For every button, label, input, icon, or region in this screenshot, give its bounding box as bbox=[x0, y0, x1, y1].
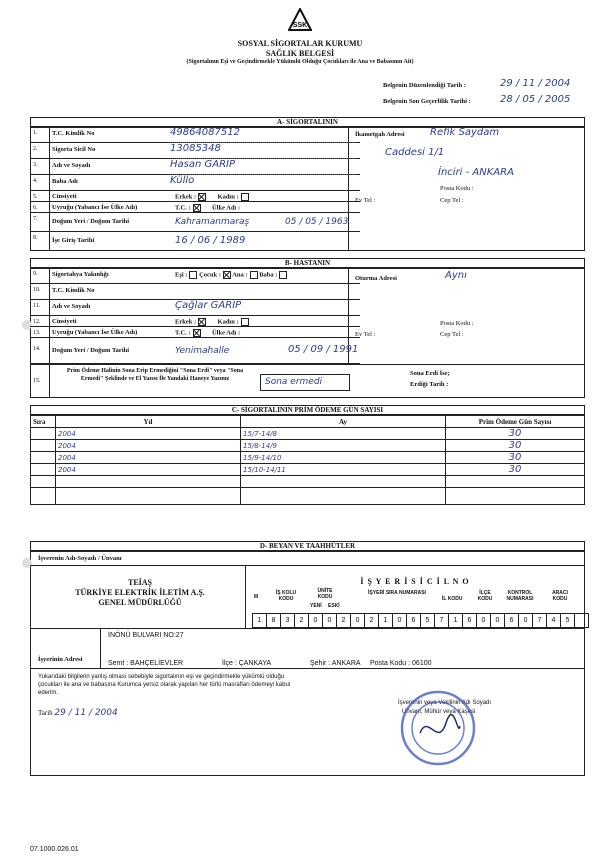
sicil-digit-cell: 7 bbox=[435, 614, 449, 628]
b-male-checkbox[interactable] bbox=[198, 318, 206, 326]
row15-text: Prim Ödeme Halinin Sona Erip Ermediğini "Sona Erdi" veya "Sona Ermedi" Şeklinde ve El Yazısı İle Yandaki Haneye Yazınız bbox=[66, 368, 244, 382]
rel-father-checkbox[interactable] bbox=[279, 271, 287, 279]
col-year-header: Yıl bbox=[56, 416, 241, 428]
sicil-digit-cell: 3 bbox=[281, 614, 295, 628]
sicil-digit-cell: 0 bbox=[393, 614, 407, 628]
row15-value-box[interactable]: Sona ermedi bbox=[260, 374, 350, 391]
a-evtel-label: Ev Tel : bbox=[355, 197, 376, 204]
b-tc-checkbox[interactable] bbox=[193, 329, 201, 337]
sicil-digit-cell: 4 bbox=[547, 614, 561, 628]
row-b12: 12. Cinsiyeti Erkek : Kadın : bbox=[30, 316, 360, 327]
sicil-digit-cell: 6 bbox=[463, 614, 477, 628]
workplace-ilce: İlçe : ÇANKAYA bbox=[222, 660, 272, 667]
doc-title: SAĞLIK BELGESİ bbox=[265, 49, 335, 58]
row-b11: 11. Adı ve Soyadı Çağlar GARİP bbox=[30, 300, 360, 316]
b-evtel-label: Ev Tel : bbox=[355, 331, 376, 338]
row-a5: 5. Cinsiyeti Erkek : Kadın : bbox=[30, 191, 360, 202]
employer-name-2: TÜRKİYE ELEKTRİK İLETİM A.Ş. bbox=[75, 588, 205, 597]
rel-child-checkbox[interactable] bbox=[223, 271, 231, 279]
sicil-digit-cell: 0 bbox=[323, 614, 337, 628]
table-row: 2004 15/10-14/11 30 bbox=[31, 464, 585, 476]
employer-name-3: GENEL MÜDÜRLÜĞÜ bbox=[98, 598, 182, 607]
issue-date-label: Belgenin Düzenlendiği Tarih : bbox=[383, 82, 466, 89]
sicil-digit-cell: 6 bbox=[505, 614, 519, 628]
row-a4: 4. Baba Adı Küllo bbox=[30, 175, 360, 191]
end-date-label: Erdiği Tarih : bbox=[410, 381, 449, 388]
table-row: 2004 15/7-14/8 30 bbox=[31, 428, 585, 440]
b-birth-place: Yenimahalle bbox=[175, 346, 230, 356]
employer-name-1: TEİAŞ bbox=[127, 578, 152, 587]
male-checkbox[interactable] bbox=[198, 193, 206, 201]
signatory-label: İşverenin veya Vekilinin Adı Soyadı bbox=[398, 700, 492, 706]
sicil-digit-cell: 5 bbox=[421, 614, 435, 628]
workplace-posta: Posta Kodu : 06100 bbox=[370, 660, 432, 667]
sicil-digit-cell: 1 bbox=[449, 614, 463, 628]
employer-label: İşverenin Adı-Soyadı / Ünvanı bbox=[38, 555, 122, 562]
doc-subtitle: (Sigortalının Eşi ve Geçindirmekle Yükümlü Olduğu Çocukları ile Ana ve Babasının Ait) bbox=[186, 59, 414, 65]
signatory-label-2: Unvanı, Mühür veya Kaşesi bbox=[402, 709, 476, 715]
female-checkbox[interactable] bbox=[241, 193, 249, 201]
sicil-digit-cell: 1 bbox=[253, 614, 267, 628]
row-a8: 8. İşe Giriş Tarihi 16 / 06 / 1989 bbox=[30, 232, 360, 251]
issue-date: 29 / 11 / 2004 bbox=[500, 78, 571, 89]
col-month-header: Ay bbox=[241, 416, 446, 428]
valid-until: 28 / 05 / 2005 bbox=[500, 94, 571, 105]
b-ceptel-label: Cep Tel : bbox=[440, 331, 464, 338]
section-b-title: B- HASTANIN bbox=[30, 258, 585, 268]
section-c-title: C- SİGORTALININ PRİM ÖDEME GÜN SAYISI bbox=[30, 405, 585, 415]
end-label: Sona Erdi İse; bbox=[410, 370, 450, 377]
a-postal-label: Posta Kodu : bbox=[440, 185, 474, 192]
a-address-line3: İnciri - ANKARA bbox=[438, 167, 514, 178]
declaration-text: Yukarıdaki bilgilerin yanlış olması sebebiyle sigortalının eşi ve geçindirmekle yükümlü olduğu çocukları ile ana ve babasına Kurumca yersiz olarak yapılan her türlü masrafları ödemeyi kabul ederim. bbox=[38, 674, 291, 696]
b-female-checkbox[interactable] bbox=[241, 318, 249, 326]
sicil-digit-cell: 0 bbox=[309, 614, 323, 628]
row-b9: 9. Sigortalıya Yakınlığı Eşi : Çocuk : Ana : Baba : bbox=[30, 268, 360, 284]
workplace-sehir: Şehir : ANKARA bbox=[310, 660, 361, 667]
sicil-digit-cell: 5 bbox=[561, 614, 575, 628]
section-a-title: A- SİGORTALININ bbox=[30, 117, 585, 127]
org-title: SOSYAL SİGORTALAR KURUMU bbox=[237, 39, 363, 48]
valid-until-label: Belgenin Son Geçerlilik Tarihi : bbox=[383, 98, 471, 105]
sicil-digits bbox=[252, 613, 589, 628]
sicil-digit-cell: 2 bbox=[337, 614, 351, 628]
form-code: 07.1000.026.01 bbox=[30, 846, 79, 853]
sicil-digit-cell bbox=[575, 614, 589, 628]
b-address-value: Aynı bbox=[445, 270, 467, 281]
row-b14: 14. Doğum Yeri / Doğum Tarihi Yenimahalle 05 / 09 / 1991 bbox=[30, 338, 360, 364]
a-birth-date: 05 / 05 / 1963 bbox=[285, 217, 349, 227]
b-birth-date: 05 / 09 / 1991 bbox=[288, 344, 359, 355]
rel-spouse-checkbox[interactable] bbox=[189, 271, 197, 279]
row-a3: 3. Adı ve Soyadı Hasan GARİP bbox=[30, 159, 360, 175]
tc-checkbox[interactable] bbox=[193, 204, 201, 212]
workplace-address-line1: İNÖNÜ BULVARI NO:27 bbox=[108, 632, 184, 639]
a-address-line1: Refik Saydam bbox=[430, 127, 500, 138]
b-address-label: Oturma Adresi bbox=[355, 275, 397, 282]
sicil-digit-cell: 8 bbox=[267, 614, 281, 628]
b-postal-label: Posta Kodu : bbox=[440, 320, 474, 327]
official-stamp bbox=[398, 688, 478, 768]
row-a1: 1. T.C. Kimlik No 49864087512 bbox=[30, 127, 360, 143]
row-a7: 7. Doğum Yeri / Doğum Tarihi Kahramanmaraş 05 / 05 / 1963 bbox=[30, 213, 360, 232]
row15-no: 15. bbox=[30, 364, 50, 398]
table-row: 2004 15/9-14/10 30 bbox=[31, 452, 585, 464]
row-b10: 10. T.C. Kimlik No bbox=[30, 284, 360, 300]
workplace-address-label: İşyerinin Adresi bbox=[38, 656, 83, 663]
sicil-headers: M İŞ KOLU KODU ÜNİTE KODU YENİ ESKİ İŞYERİ SIRA NUMARASI İL KODU İLÇE KODU KONTROL NUMARASI ARACI KODU bbox=[254, 588, 568, 609]
sicil-digit-cell: 0 bbox=[491, 614, 505, 628]
declaration-date: Tarih 29 / 11 / 2004 bbox=[38, 708, 118, 718]
table-row bbox=[31, 476, 585, 488]
svg-text:SSK: SSK bbox=[292, 22, 308, 29]
prim-table bbox=[30, 415, 585, 505]
sicil-digit-cell: 2 bbox=[365, 614, 379, 628]
section-d-title: D- BEYAN VE TAAHHÜTLER bbox=[30, 541, 585, 551]
a-address-line2: Caddesi 1/1 bbox=[385, 147, 445, 158]
col-no-header: Sıra bbox=[31, 416, 56, 428]
sicil-digit-cell: 6 bbox=[407, 614, 421, 628]
sicil-digit-cell: 0 bbox=[519, 614, 533, 628]
a-ceptel-label: Cep Tel : bbox=[440, 197, 464, 204]
row-b13: 13. Uyruğu (Yabancı İse Ülke Adı) T.C. : Ülke Adı : bbox=[30, 327, 360, 338]
punch-hole-2 bbox=[22, 558, 32, 568]
workplace-semt: Semt : BAHÇELİEVLER bbox=[108, 660, 184, 667]
table-row bbox=[31, 488, 585, 505]
a-address-label: İkametgah Adresi bbox=[355, 131, 405, 138]
kurum-logo bbox=[288, 8, 312, 32]
sicil-digit-cell: 0 bbox=[477, 614, 491, 628]
sicil-digit-cell: 7 bbox=[533, 614, 547, 628]
row-a6: 6. Uyruğu (Yabancı İse Ülke Adı) T.C. : Ülke Adı : bbox=[30, 202, 360, 213]
rel-mother-checkbox[interactable] bbox=[250, 271, 258, 279]
sicil-digit-cell: 1 bbox=[379, 614, 393, 628]
col-days-header: Prim Ödeme Gün Sayısı bbox=[446, 416, 585, 428]
sicil-title: İ Ş Y E R İ S İ C İ L N O bbox=[360, 577, 470, 586]
sicil-digit-cell: 0 bbox=[351, 614, 365, 628]
a-birth-place: Kahramanmaraş bbox=[175, 217, 250, 227]
row-a2: 2. Sigorta Sicil No 13085348 bbox=[30, 143, 360, 159]
table-row: 2004 15/8-14/9 30 bbox=[31, 440, 585, 452]
a-start-date: 16 / 06 / 1989 bbox=[175, 235, 246, 246]
sicil-digit-cell: 2 bbox=[295, 614, 309, 628]
